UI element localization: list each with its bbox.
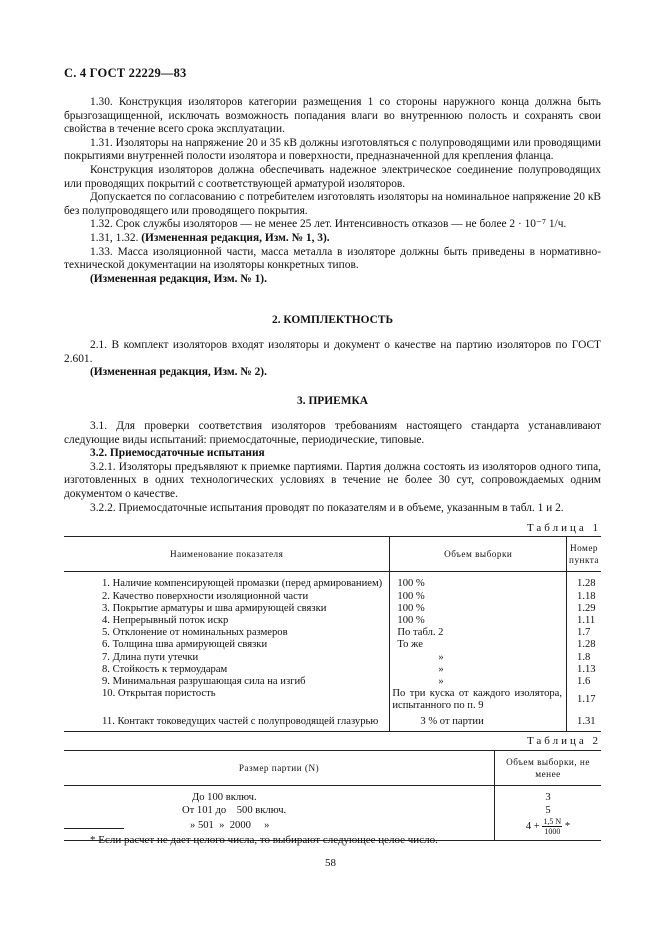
footnote: * Если расчет не дает целого числа, то выбирают следующее целое число. (90, 834, 438, 846)
cell: 1.17 (577, 694, 596, 706)
cell: 2. Качество поверхности изоляционной части (64, 591, 390, 603)
paragraph: 3.2.1. Изоляторы предъявляют к приемке партиями. Партия должна состоять из изоляторов одного типа, изготовленных в одних технологических условиях в течение не более 30 сут, сопровождаемых одним документом о качестве. (64, 460, 601, 500)
fraction-numerator: 1,5 N (543, 816, 562, 826)
cell: 1. Наличие компенсирующей промазки (перед армированием) (64, 572, 390, 591)
table-header-row (64, 537, 601, 572)
cell: 1.29 (577, 602, 596, 614)
amendment-prefix: 1.31, 1.32. (90, 231, 142, 244)
fraction (542, 817, 562, 836)
column-header: Номер пункта (567, 537, 601, 572)
table-row (64, 664, 601, 676)
cell: До 100 включ. (64, 786, 495, 805)
footnote-divider (64, 828, 124, 829)
table-row (64, 676, 601, 688)
table-row (64, 591, 601, 603)
clauses-1 (64, 96, 601, 286)
cell: » (390, 652, 567, 664)
formula-lead: 4 + (525, 820, 540, 832)
table-1 (64, 536, 601, 732)
table-row (64, 805, 601, 817)
cell: 8. Стойкость к термоударам (64, 664, 390, 676)
cell: 1.28 (577, 639, 596, 651)
table-row (64, 713, 601, 732)
page-number: 58 (325, 857, 336, 869)
cell: 1.6 (577, 676, 591, 688)
cell: 3. Покрытие арматуры и шва армирующей связки (64, 603, 390, 615)
cell: 1.31 (567, 713, 601, 732)
column-header: Размер партии (N) (64, 751, 495, 786)
cell: То же (390, 639, 567, 651)
cell: 4. Непрерывный поток искр (64, 615, 390, 627)
table-2-caption: Таблица 2 (526, 735, 601, 747)
table-2 (64, 750, 601, 841)
cell: 10. Открытая пористость (64, 688, 390, 712)
paragraph: 2.1. В комплект изоляторов входят изоляторы и документ о качестве на партию изоляторов по ГОСТ 2.601. (64, 339, 601, 365)
paragraph: 1.31. Изоляторы на напряжение 20 и 35 кВ должны изготовляться с полупроводящими или проводящими покрытиями внутренней полости изолятора и поверхности, предназначенной для крепления фланца. (64, 136, 601, 163)
page-header: С. 4 ГОСТ 22229—83 (64, 66, 187, 80)
cell: 3 (545, 792, 551, 804)
cell: 5. Отклонение от номинальных размеров (64, 627, 390, 639)
table-header-row (64, 751, 601, 786)
formula-tail: * (564, 820, 571, 832)
paragraph: Допускается по согласованию с потребителем изготовлять изоляторы на номинальное напряжение 20 кВ без полупроводящего или проводящего покрытия. (64, 191, 601, 217)
paragraph: 1.30. Конструкция изоляторов категории размещения 1 со стороны наружного конца должна быть брызгозащищенной, исключать возможность попадания влаги во внутреннюю полость и сохранять свои свойства в течение всего срока эксплуатации. (64, 96, 601, 136)
section-2-body (64, 339, 601, 380)
table-row (64, 572, 601, 591)
cell: 1.11 (577, 615, 596, 627)
table-row (64, 615, 601, 627)
cell: » 501 » 2000 » (64, 817, 495, 841)
cell: 1.7 (577, 627, 591, 639)
cell: 9. Минимальная разрушающая сила на изгиб (64, 676, 390, 688)
cell: 1.13 (577, 663, 596, 675)
column-header: Объем выборки (390, 537, 567, 572)
paragraph: 1.33. Масса изоляционной части, масса металла в изоляторе должны быть приведены в нормативно-технической документации на изоляторы конкретных типов. (64, 245, 601, 272)
paragraph: 1.32. Срок службы изоляторов — не менее 25 лет. Интенсивность отказов — не более 2 · 10⁻⁷ 1/ч. (90, 218, 567, 231)
table-1-caption: Таблица 1 (526, 522, 601, 534)
table-row (64, 627, 601, 639)
amendment-note (64, 232, 601, 246)
paragraph: Конструкция изоляторов должна обеспечивать надежное электрическое соединение полупроводящих или проводящих покрытий с соответствующей арматурой изоляторов. (64, 163, 601, 190)
formula-cell (495, 817, 602, 841)
table-row (64, 603, 601, 615)
cell: 7. Длина пути утечки (64, 652, 390, 664)
paragraph: 3.1. Для проверки соответствия изоляторов требованиям настоящего стандарта устанавливают следующие виды испытаний: приемосдаточные, периодические, типовые. (64, 420, 601, 446)
cell: 1.28 (577, 578, 596, 590)
table-row (64, 639, 601, 651)
table-row (64, 652, 601, 664)
table-row (64, 688, 601, 712)
section-3-body (64, 420, 601, 515)
cell: 100 % (390, 591, 567, 603)
paragraph: 3.2.2. Приемосдаточные испытания проводят по показателям и в объеме, указанным в табл. 1 и 2. (90, 501, 564, 514)
cell: » (390, 664, 567, 676)
fraction-denominator: 1000 (544, 826, 561, 836)
cell: По табл. 2 (390, 627, 567, 639)
amendment-text: (Измененная редакция, Изм. № 1, 3). (141, 231, 330, 244)
cell: 6. Толщина шва армирующей связки (64, 639, 390, 651)
cell: По три куска от каждого изолятора, испытанного по п. 9 (390, 688, 567, 712)
amendment-note: (Измененная редакция, Изм. № 1). (90, 272, 267, 285)
cell: 100 % (390, 615, 567, 627)
cell: 3 % от партии (390, 713, 567, 732)
column-header: Объем выборки, не менее (495, 751, 602, 786)
section-title-3: 3. ПРИЕМКА (297, 395, 368, 407)
cell: 100 % (390, 572, 567, 591)
cell: 5 (545, 804, 551, 816)
cell: » (390, 676, 567, 688)
cell: 11. Контакт токоведущих частей с полупроводящей глазурью (64, 713, 390, 732)
cell: 100 % (390, 603, 567, 615)
amendment-note: (Измененная редакция, Изм. № 2). (90, 366, 267, 379)
cell: От 101 до 500 включ. (64, 805, 495, 817)
subsection-title: 3.2. Приемосдаточные испытания (90, 447, 265, 460)
column-header: Наименование показателя (64, 537, 390, 572)
section-title-2: 2. КОМПЛЕКТНОСТЬ (272, 314, 393, 326)
cell: 1.18 (577, 590, 596, 602)
cell: 1.8 (577, 651, 591, 663)
table-row (64, 786, 601, 805)
